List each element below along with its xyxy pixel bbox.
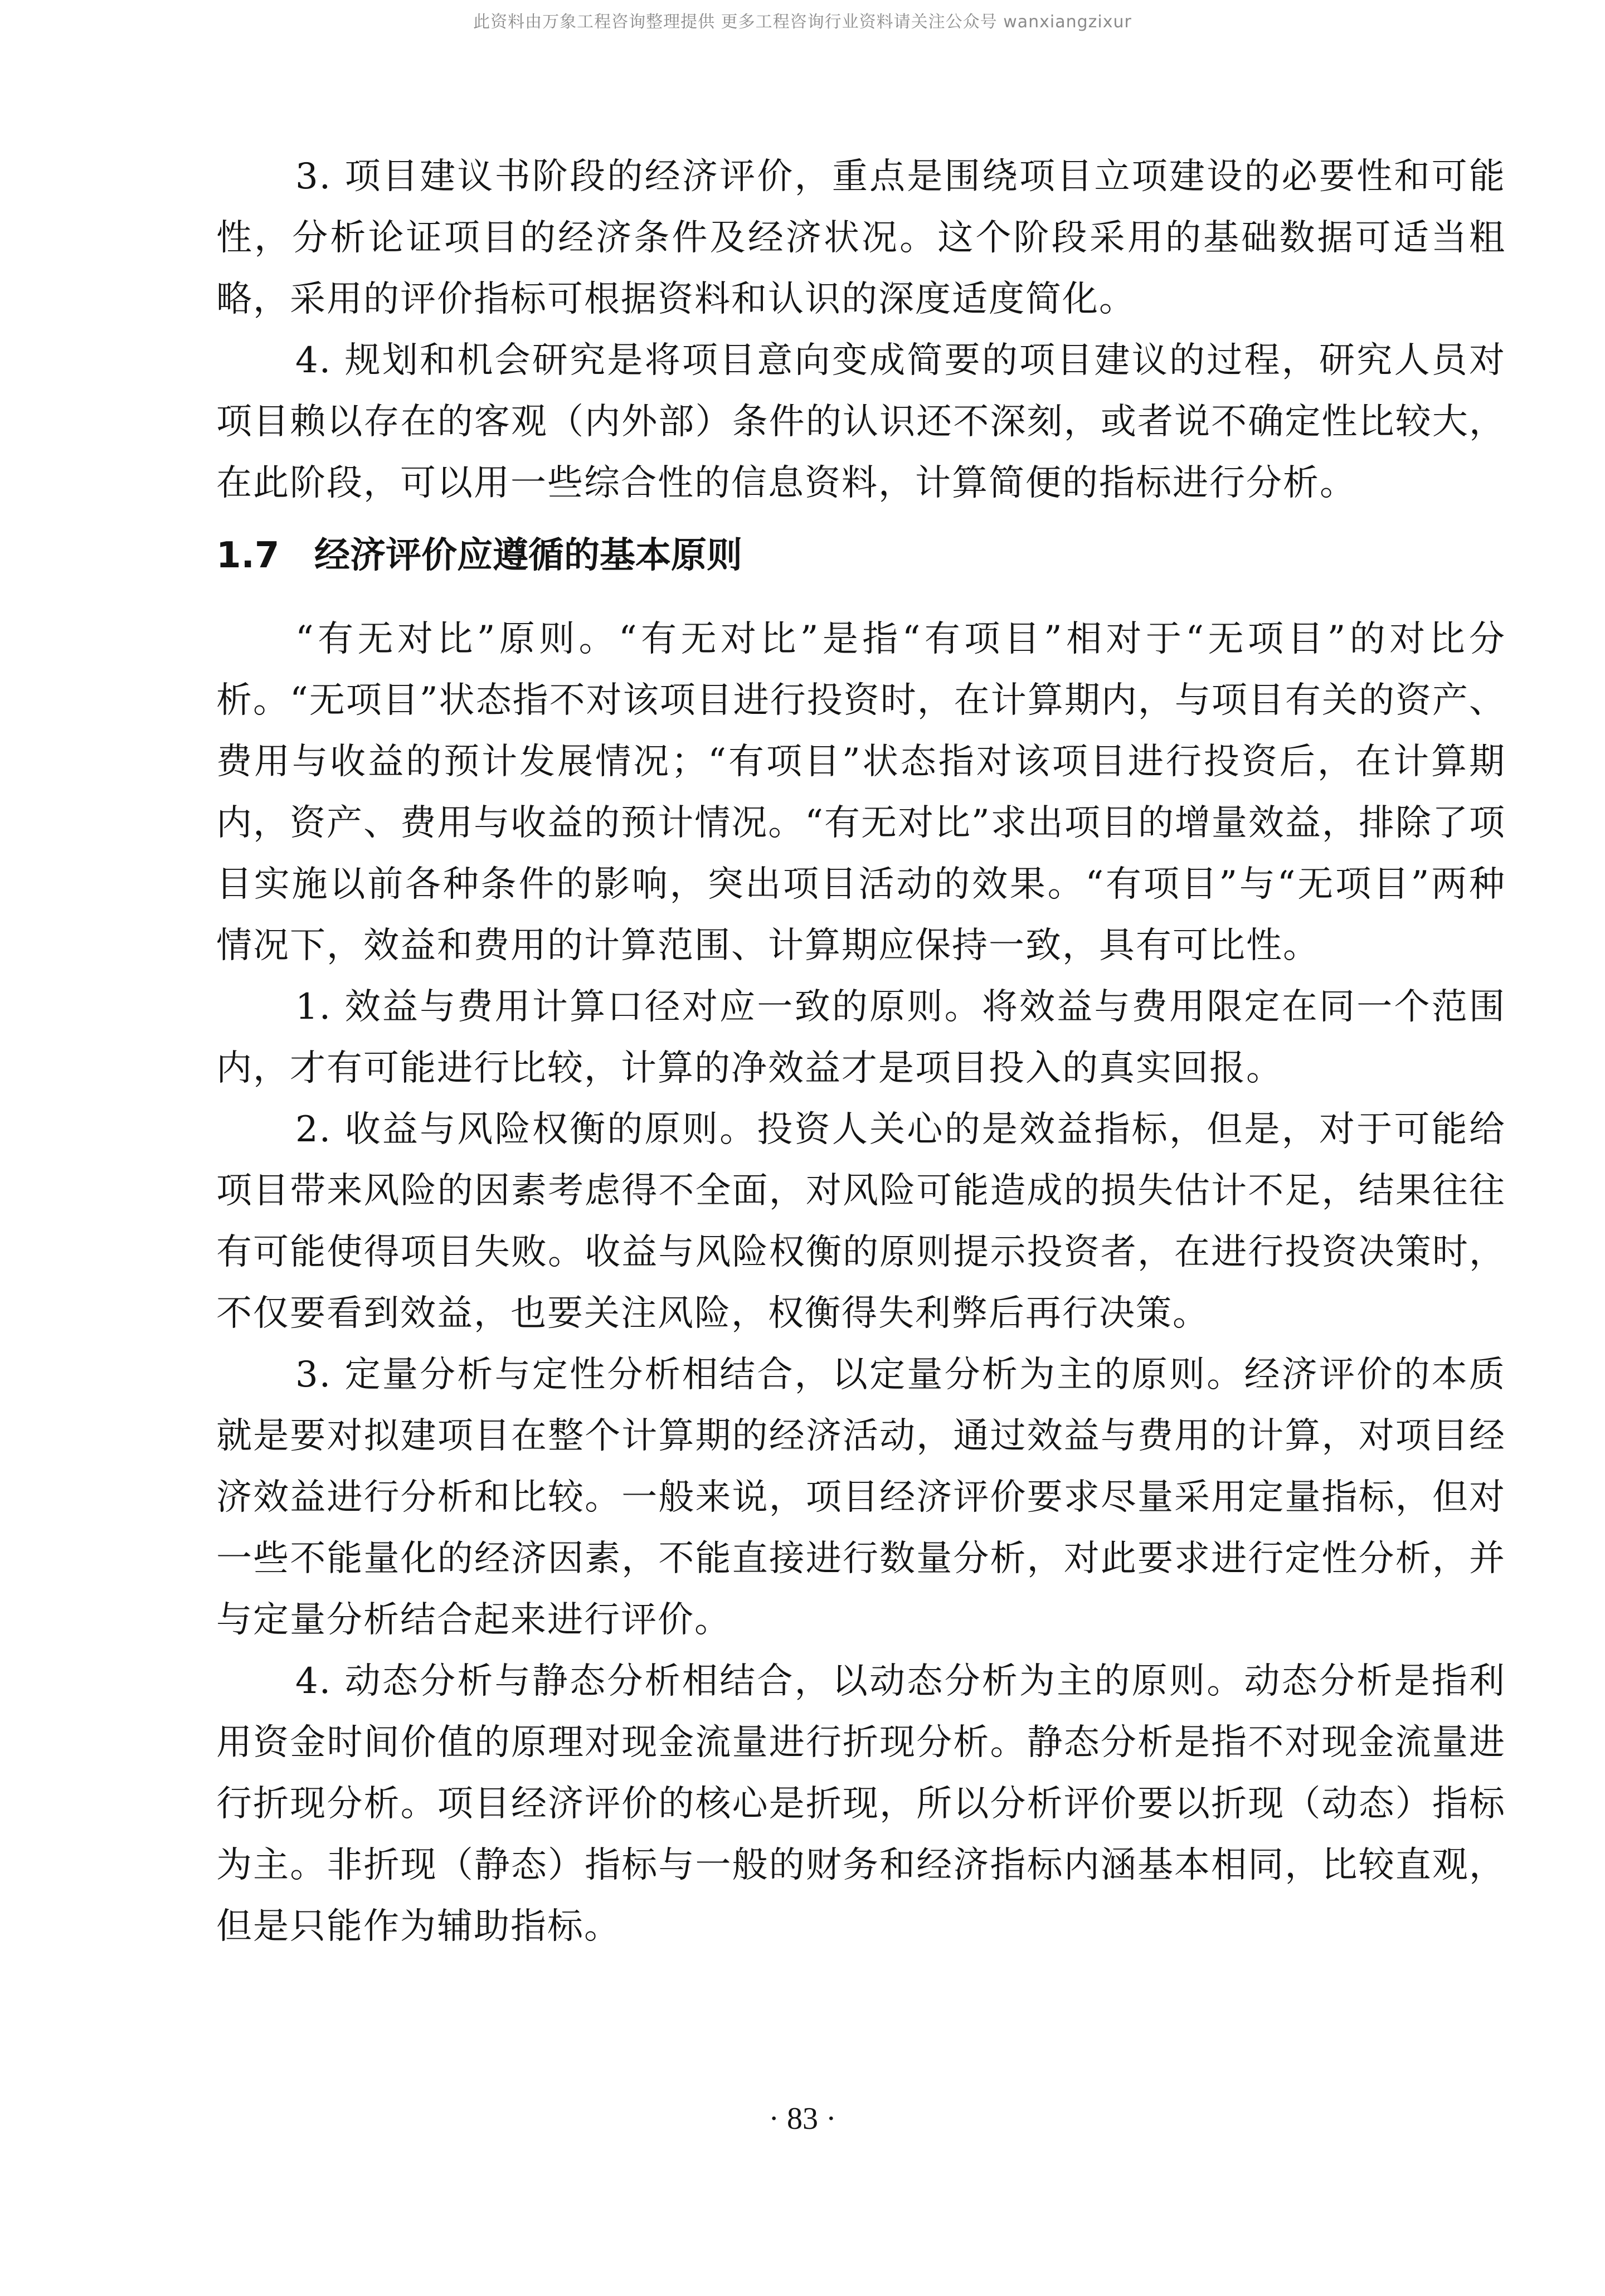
paragraph-principle-3: 3. 定量分析与定性分析相结合，以定量分析为主的原则。经济评价的本质就是要对拟建项目在整个计算期的经济活动，通过效益与费用的计算，对项目经济效益进行分析和比较。一般来说，项目经济评价要求尽量采用定量指标，但对一些不能量化的经济因素，不能直接进行数量分析，对此要求进行定性分析，并与定量分析结合起来进行评价。 — [216, 1354, 1506, 1641]
paragraph-stage-proposal: 3. 项目建议书阶段的经济评价，重点是围绕项目立项建设的必要性和可能性，分析论证项目的经济条件及经济状况。这个阶段采用的基础数据可适当粗略，采用的评价指标可根据资料和认识的深度适度简化。 — [216, 156, 1506, 320]
section-number: 1.7 — [216, 535, 280, 576]
page-body — [216, 146, 1506, 1957]
header-watermark: 此资料由万象工程咨询整理提供 更多工程咨询行业资料请关注公众号 wanxiangzixur — [473, 12, 1132, 32]
paragraph-with-without-principle: “有无对比”原则。“有无对比”是指“有项目”相对于“无项目”的对比分析。“无项目”状态指不对该项目进行投资时，在计算期内，与项目有关的资产、费用与收益的预计发展情况；“有项目”状态指对该项目进行投资后，在计算期内，资产、费用与收益的预计情况。“有无对比”求出项目的增量效益，排除了项目实施以前各种条件的影响，突出项目活动的效果。“有项目”与“无项目”两种情况下，效益和费用的计算范围、计算期应保持一致，具有可比性。 — [216, 619, 1506, 966]
section-title: 经济评价应遵循的基本原则 — [314, 535, 742, 576]
paragraph-principle-4: 4. 动态分析与静态分析相结合，以动态分析为主的原则。动态分析是指利用资金时间价值的原理对现金流量进行折现分析。静态分析是指不对现金流量进行折现分析。项目经济评价的核心是折现，所以分析评价要以折现（动态）指标为主。非折现（静态）指标与一般的财务和经济指标内涵基本相同，比较直观，但是只能作为辅助指标。 — [216, 1661, 1506, 1947]
paragraph-stage-planning: 4. 规划和机会研究是将项目意向变成简要的项目建议的过程，研究人员对项目赖以存在的客观（内外部）条件的认识还不深刻，或者说不确定性比较大，在此阶段，可以用一些综合性的信息资料，计算简便的指标进行分析。 — [216, 340, 1506, 504]
paragraph-principle-1: 1. 效益与费用计算口径对应一致的原则。将效益与费用限定在同一个范围内，才有可能进行比较，计算的净效益才是项目投入的真实回报。 — [216, 986, 1506, 1089]
section-heading — [216, 525, 1506, 586]
page-number: · 83 · — [769, 2102, 836, 2136]
paragraph-principle-2: 2. 收益与风险权衡的原则。投资人关心的是效益指标，但是，对于可能给项目带来风险的因素考虑得不全面，对风险可能造成的损失估计不足，结果往往有可能使得项目失败。收益与风险权衡的原则提示投资者，在进行投资决策时，不仅要看到效益，也要关注风险，权衡得失利弊后再行决策。 — [216, 1109, 1506, 1334]
